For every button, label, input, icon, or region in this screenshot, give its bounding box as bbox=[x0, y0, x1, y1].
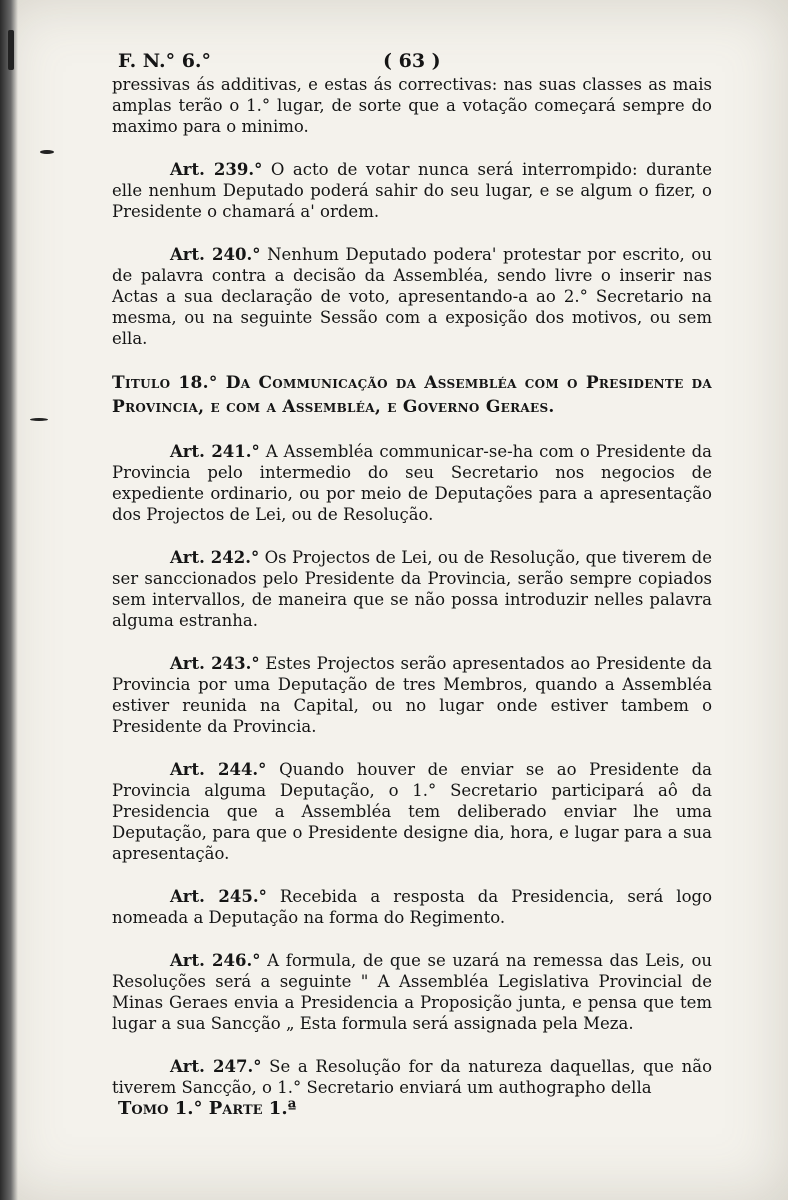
ink-speck bbox=[40, 150, 54, 154]
article-label: Art. 245.° bbox=[170, 887, 267, 906]
article-text: A Assembléa communicar-se-ha com o Presidente da Provincia pelo intermedio do seu Secretario nos negocios de expediente ordinario, ou por meio de Deputações para a apresentação dos Projectos de Lei, ou de Resolução. bbox=[112, 442, 713, 524]
article-244 bbox=[112, 759, 712, 864]
article-239 bbox=[112, 159, 712, 222]
article-text: Os Projectos de Lei, ou de Resolução, que tiverem de ser sanccionados pelo Presidente da Provincia, serão sempre copiados sem intervallos, de maneira que se não possa introduzir nelles palavra alguma estranha. bbox=[112, 548, 713, 630]
article-text: Se a Resolução for da natureza daquellas, que não tiverem Sancção, o 1.° Secretario enviará um authographo della bbox=[112, 1057, 713, 1097]
article-text: A formula, de que se uzará na remessa das Leis, ou Resoluções será a seguinte " A Assembléa Legislativa Provincial de Minas Geraes envia a Presidencia a Proposição junta, e pensa que tem lugar a sua Sancção „ Esta formula será assignada pela Meza. bbox=[112, 951, 713, 1033]
article-label: Art. 242.° bbox=[170, 548, 260, 567]
article-text: Quando houver de enviar se ao Presidente da Provincia alguma Deputação, o 1.° Secretario participará aô da Presidencia que a Assembléa tem deliberado enviar lhe uma Deputação, para que o Presidente designe dia, hora, e lugar para a sua apresentação. bbox=[112, 760, 713, 863]
article-243 bbox=[112, 653, 712, 737]
article-label: Art. 246.° bbox=[170, 951, 261, 970]
signature-mark: F. N.° 6.° bbox=[118, 50, 212, 72]
ink-speck bbox=[30, 418, 48, 421]
article-text: Estes Projectos serão apresentados ao Presidente da Provincia por uma Deputação de tres Membros, quando a Assembléa estiver reunida na Capital, ou no lugar onde estiver tambem o Presidente da Provincia. bbox=[112, 654, 712, 736]
page-footer: Tomo 1.° Parte 1.ª bbox=[118, 1098, 297, 1119]
article-246 bbox=[112, 950, 712, 1034]
article-label: Art. 239.° bbox=[170, 160, 263, 179]
article-247 bbox=[112, 1056, 712, 1098]
article-242 bbox=[112, 547, 712, 631]
article-label: Art. 241.° bbox=[170, 442, 260, 461]
section-title: Titulo 18.° Da Communicação da Assembléa com o Presidente da Provincia, e com a Assembléa, e Governo Geraes. bbox=[112, 373, 712, 417]
article-text: O acto de votar nunca será interrompido: durante elle nenhum Deputado poderá sahir do seu lugar, e se algum o fizer, o Presidente o chamará a' ordem. bbox=[112, 160, 712, 221]
ink-speck bbox=[8, 30, 14, 70]
paragraph-continuation: pressivas ás additivas, e estas ás correctivas: nas suas classes as mais amplas terão o 1.° lugar, de sorte que a votação começará sempre do maximo para o minimo. bbox=[112, 75, 712, 136]
article-label: Art. 240.° bbox=[170, 245, 261, 264]
article-240 bbox=[112, 244, 712, 349]
article-text: Recebida a resposta da Presidencia, será logo nomeada a Deputação na forma do Regimento. bbox=[112, 887, 713, 927]
article-text: Nenhum Deputado podera' protestar por escrito, ou de palavra contra a decisão da Assembléa, sendo livre o inserir nas Actas a sua declaração de voto, apresentando-a ao 2.° Secretario na mesma, ou na seguinte Sessão com a exposição dos motivos, ou sem ella. bbox=[112, 245, 712, 348]
article-label: Art. 247.° bbox=[170, 1057, 262, 1076]
page-header bbox=[118, 50, 718, 74]
article-245 bbox=[112, 886, 712, 928]
article-label: Art. 244.° bbox=[170, 760, 267, 779]
binding-shadow bbox=[0, 0, 18, 1200]
article-241 bbox=[112, 441, 712, 525]
page-body bbox=[112, 74, 712, 1120]
page-number: ( 63 ) bbox=[383, 50, 441, 72]
article-label: Art. 243.° bbox=[170, 654, 260, 673]
